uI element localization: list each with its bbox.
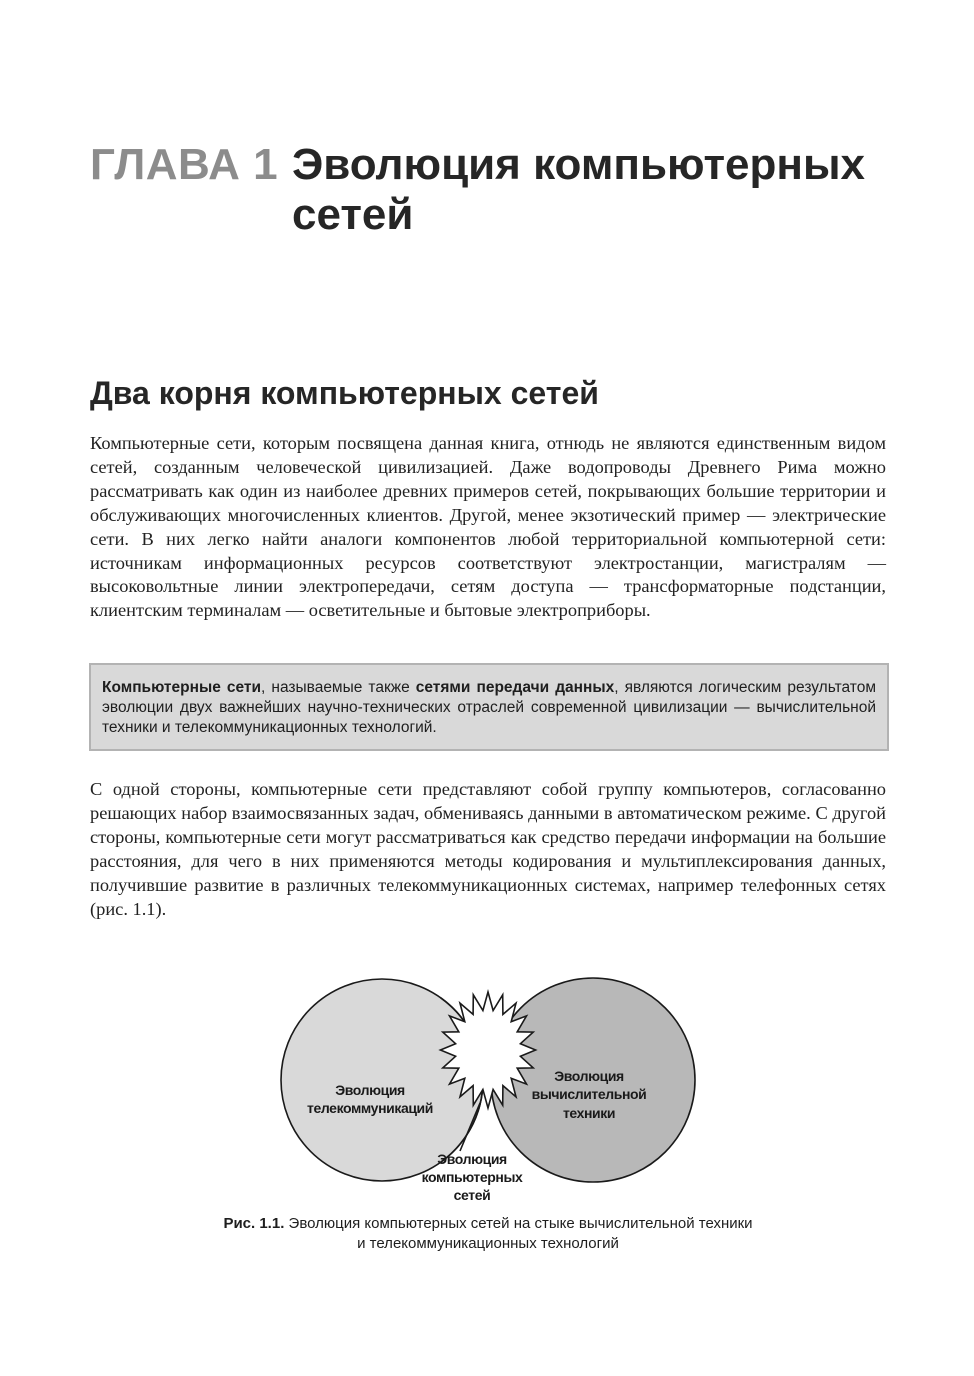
paragraph-two-sides: С одной стороны, компьютерные сети представляют собой группу компьютеров, согласованно решающих набор взаимосвязанных задач, обмениваясь данными в автоматическом режиме. С другой стороны, компьютерные сети могут рассматриваться как средство передачи информации на большие расстояния, для чего в них применяются методы кодирования и мультиплексирования данных, получившие развитие в различных телекоммуникационных системах, например телефонных сетях (рис. 1.1). xyxy=(90,779,886,919)
definition-term-1: Компьютерные сети xyxy=(102,679,262,696)
figure-caption xyxy=(90,1214,886,1254)
caption-line1 xyxy=(90,1214,886,1234)
chapter-title xyxy=(292,140,865,240)
caption-number: Рис. 1.1. xyxy=(223,1215,285,1232)
figure-venn-diagram xyxy=(270,955,710,1215)
chapter-heading xyxy=(90,140,930,240)
chapter-title-line2: сетей xyxy=(292,190,414,239)
bottom-label-line2: компьютерных xyxy=(421,1169,523,1185)
right-label-line3: техники xyxy=(562,1105,616,1121)
caption-text-line2: и телекоммуникационных технологий xyxy=(357,1235,619,1252)
right-label-line1: Эволюция xyxy=(554,1068,624,1084)
bottom-label-line1: Эволюция xyxy=(437,1151,507,1167)
definition-text-1: , называемые также xyxy=(261,679,416,696)
left-label-line2: телекоммуникаций xyxy=(307,1100,433,1116)
chapter-label: ГЛАВА 1 xyxy=(90,140,279,189)
definition-term-2: сетями передачи данных xyxy=(415,679,615,696)
definition-box xyxy=(89,663,889,751)
paragraph-intro: Компьютерные сети, которым посвящена данная книга, отнюдь не являются единственным видом сетей, созданным человеческой цивилизацией. Даже водопроводы Древнего Рима можно рассматривать как один из наиболее древних примеров сетей, покрывающих большие территории и обслуживающих многочисленных клиентов. Другой, менее экзотический пример — электрические сети. В них легко найти аналоги компонентов любой территориальной компьютерной сети: источникам информационных ресурсов соответствуют электростанции, магистралям — высоковольтные линии электропередачи, сетям доступа — трансформаторные подстанции, клиентским терминалам — осветительные и бытовые электроприборы. xyxy=(90,433,886,621)
left-label-line1: Эволюция xyxy=(335,1082,405,1098)
caption-text-line1: Эволюция компьютерных сетей на стыке вычислительной техники xyxy=(284,1215,753,1232)
chapter-title-line1: Эволюция компьютерных xyxy=(292,140,865,189)
bottom-label-line3: сетей xyxy=(453,1187,491,1203)
right-label-line2: вычислительной xyxy=(531,1086,647,1102)
section-title: Два корня компьютерных сетей xyxy=(90,375,599,411)
definition-text-2: , являются логическим результатом эволюции двух важнейших научно-технических отраслей современной цивилизации — вычислительной техники и телекоммуникационных технологий. xyxy=(102,679,876,736)
